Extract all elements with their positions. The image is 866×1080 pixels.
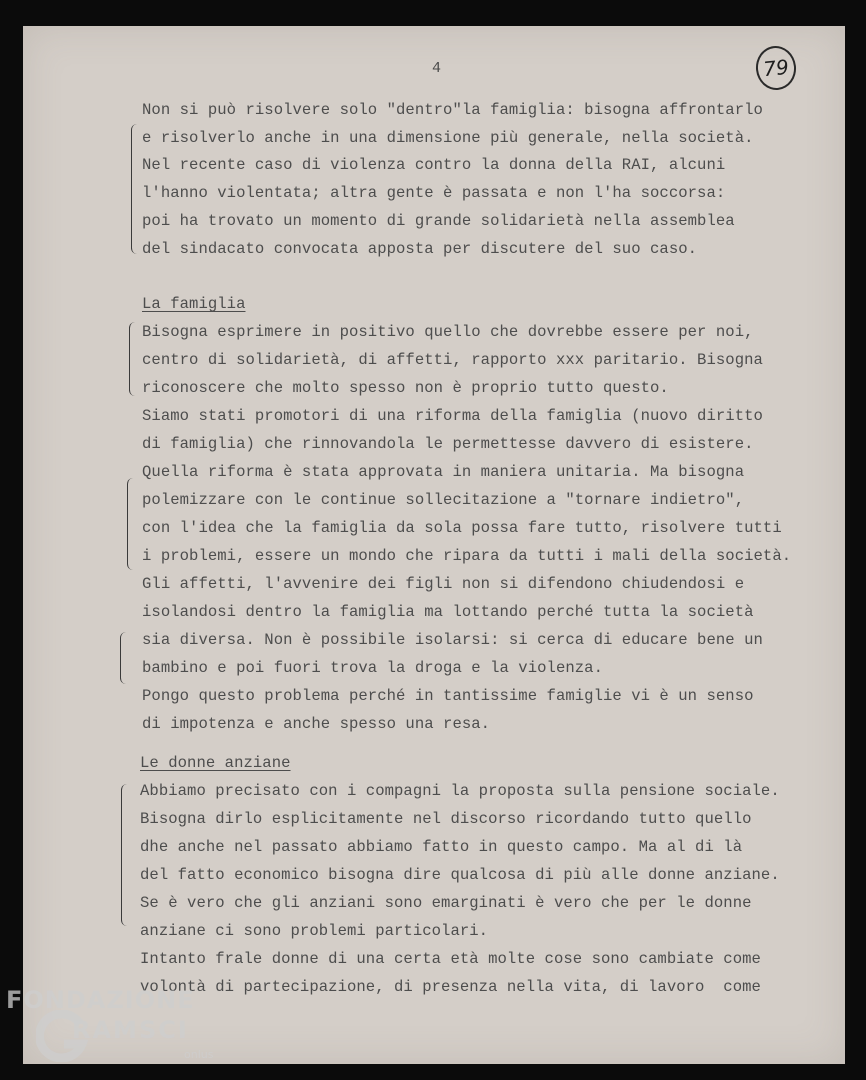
text-line: dhe anche nel passato abbiamo fatto in questo campo. Ma al di là (140, 838, 743, 856)
text-line: Gli affetti, l'avvenire dei figli non si difendono chiudendosi e (142, 575, 745, 593)
text-line: Nel recente caso di violenza contro la donna della RAI, alcuni (142, 156, 726, 174)
text-line: Siamo stati promotori di una riforma della famiglia (nuovo diritto (142, 407, 763, 425)
text-line: Non si può risolvere solo "dentro"la famiglia: bisogna affrontarlo (142, 101, 763, 119)
text-line: Se è vero che gli anziani sono emarginati è vero che per le donne (140, 894, 752, 912)
text-line: anziane ci sono problemi particolari. (140, 922, 489, 940)
text-line: isolandosi dentro la famiglia ma lottando perché tutta la società (142, 603, 754, 621)
text-line: i problemi, essere un mondo che ripara da tutti i mali della società. (142, 547, 792, 565)
text-line: bambino e poi fuori trova la droga e la violenza. (142, 659, 603, 677)
text-line: riconoscere che molto spesso non è proprio tutto questo. (142, 379, 669, 397)
text-line: polemizzare con le continue sollecitazione a "tornare indietro", (142, 491, 745, 509)
page-number: 4 (432, 60, 442, 77)
margin-bracket-mark (127, 478, 133, 570)
text-line: del sindacato convocata apposta per discutere del suo caso. (142, 240, 698, 258)
section-heading-elderly-women: Le donne anziane (140, 754, 291, 772)
margin-bracket-mark (121, 784, 127, 926)
text-line: Quella riforma è stata approvata in maniera unitaria. Ma bisogna (142, 463, 745, 481)
margin-bracket-mark (129, 322, 135, 396)
text-line: poi ha trovato un momento di grande solidarietà nella assemblea (142, 212, 735, 230)
text-line: Abbiamo precisato con i compagni la proposta sulla pensione sociale. (140, 782, 780, 800)
text-line: volontà di partecipazione, di presenza nella vita, di lavoro come (140, 978, 761, 996)
text-line: con l'idea che la famiglia da sola possa fare tutto, risolvere tutti (142, 519, 782, 537)
watermark-line2: RAMSCI (72, 1016, 189, 1044)
text-line: l'hanno violentata; altra gente è passata e non l'ha soccorsa: (142, 184, 726, 202)
text-line: Bisogna esprimere in positivo quello che dovrebbe essere per noi, (142, 323, 754, 341)
text-line: di famiglia) che rinnovandola le permettesse davvero di esistere. (142, 435, 754, 453)
watermark-line1: FONDAZIONE (6, 986, 195, 1014)
text-line: e risolverlo anche in una dimensione più generale, nella società. (142, 129, 754, 147)
text-line: centro di solidarietà, di affetti, rapporto xxx paritario. Bisogna (142, 351, 763, 369)
watermark-line3: onlus (184, 1048, 214, 1061)
section-heading-family: La famiglia (142, 295, 246, 313)
text-line: sia diversa. Non è possibile isolarsi: si cerca di educare bene un (142, 631, 763, 649)
text-line: Bisogna dirlo esplicitamente nel discorso ricordando tutto quello (140, 810, 752, 828)
text-line: del fatto economico bisogna dire qualcosa di più alle donne anziane. (140, 866, 780, 884)
text-line: Intanto frale donne di una certa età molte cose sono cambiate come (140, 950, 761, 968)
text-line: di impotenza e anche spesso una resa. (142, 715, 491, 733)
foundation-watermark (6, 986, 226, 1076)
text-line: Pongo questo problema perché in tantissime famiglie vi è un senso (142, 687, 754, 705)
margin-bracket-mark (131, 124, 137, 254)
margin-bracket-mark (120, 632, 126, 684)
archive-number-stamp: 79 (754, 44, 798, 92)
